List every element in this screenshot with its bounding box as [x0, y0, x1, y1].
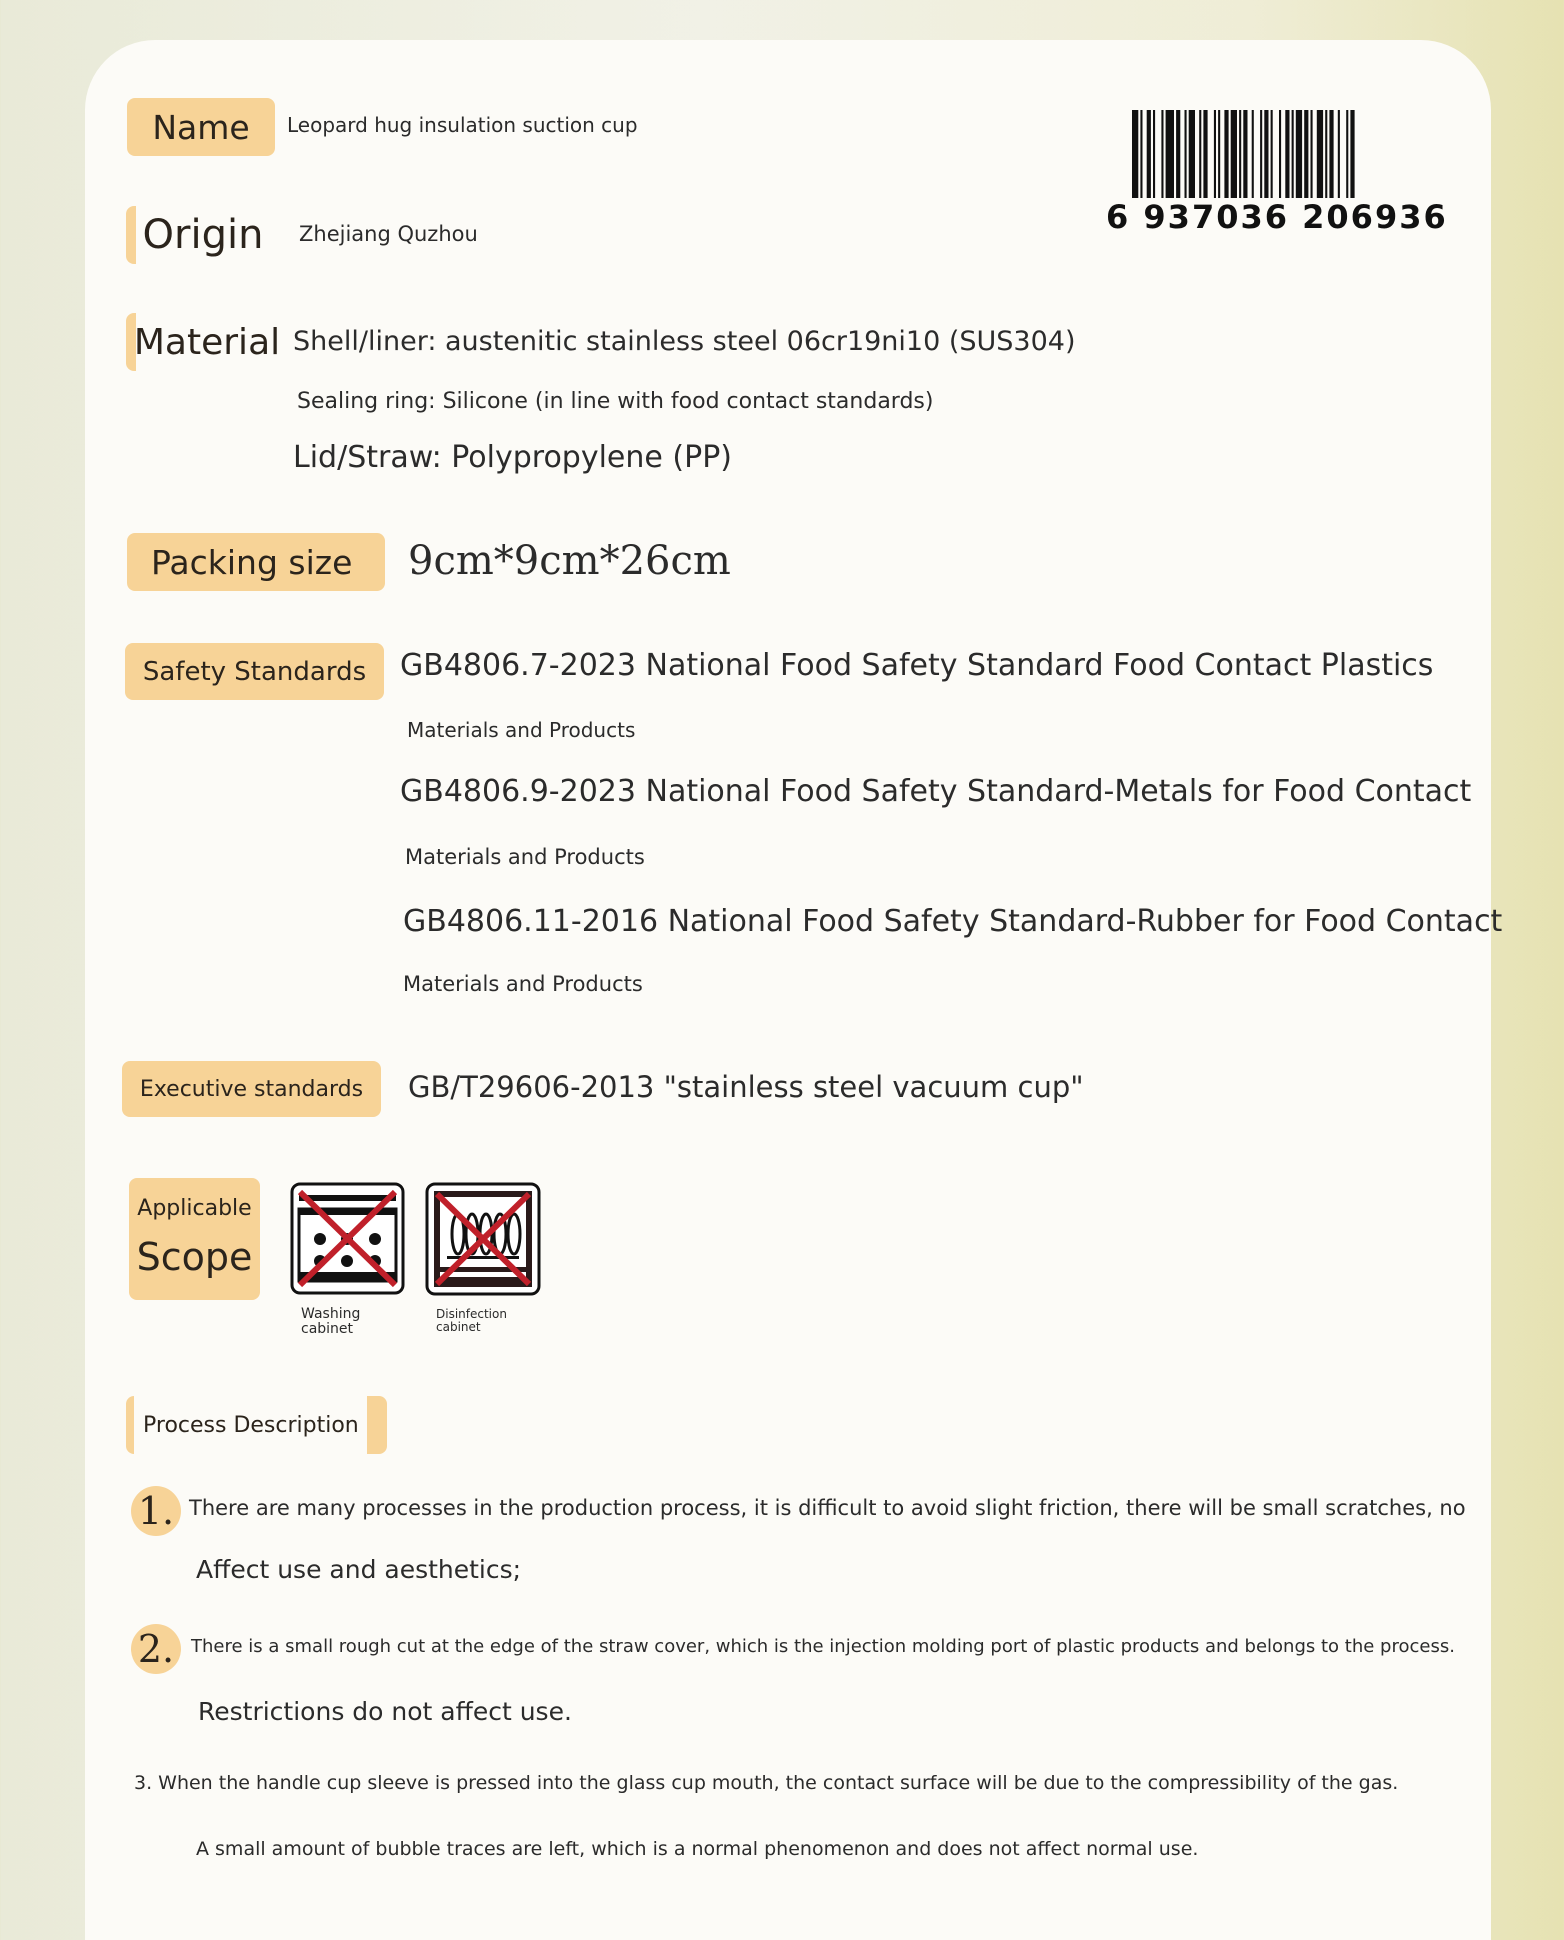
- material-line-2: Sealing ring: Silicone (in line with food contact standards): [297, 389, 934, 414]
- disinfection-cabinet-caption: [436, 1308, 507, 1334]
- process-item-1-line1: There are many processes in the production process, it is difficult to avoid slight friction, there will be small scratches, no: [189, 1496, 1466, 1520]
- origin-label: Origin: [126, 206, 274, 264]
- washing-cabinet-caption-line1: Washing: [301, 1306, 361, 1322]
- washing-cabinet-caption-line2: cabinet: [301, 1321, 354, 1337]
- packing-size-label: Packing size: [127, 533, 385, 591]
- process-item-1-line2: Affect use and aesthetics;: [196, 1555, 522, 1584]
- origin-value: Zhejiang Quzhou: [299, 222, 478, 246]
- disinfection-cabinet-caption-line2: cabinet: [436, 1320, 481, 1334]
- no-dishwasher-icon: [290, 1182, 405, 1295]
- applicable-scope-label-line2: Scope: [136, 1235, 253, 1279]
- safety-standard-1-title: GB4806.7-2023 National Food Safety Standard Food Contact Plastics: [400, 648, 1434, 683]
- name-label: Name: [127, 98, 275, 156]
- disinfection-cabinet-caption-line1: Disinfection: [436, 1307, 507, 1321]
- executive-standards-label: Executive standards: [122, 1061, 381, 1117]
- packing-size-value: 9cm*9cm*26cm: [408, 538, 731, 584]
- process-item-2-line1: There is a small rough cut at the edge of the straw cover, which is the injection molding port of plastic products and belongs to the process.: [191, 1636, 1455, 1657]
- process-description-label: Process Description: [126, 1396, 387, 1454]
- barcode-number: 6 937036 206936: [1106, 198, 1448, 236]
- applicable-scope-label-line1: Applicable: [137, 1196, 252, 1221]
- safety-standard-2-sub: Materials and Products: [405, 845, 645, 869]
- safety-standard-3-title: GB4806.11-2016 National Food Safety Standard-Rubber for Food Contact: [403, 904, 1503, 939]
- no-disinfection-cabinet-icon: [425, 1182, 541, 1296]
- material-line-3: Lid/Straw: Polypropylene (PP): [293, 440, 732, 475]
- material-label: Material: [126, 313, 278, 371]
- process-item-3-line1: 3. When the handle cup sleeve is pressed into the glass cup mouth, the contact surface will be due to the compressibility of the gas.: [134, 1772, 1399, 1794]
- material-line-1: Shell/liner: austenitic stainless steel 06cr19ni10 (SUS304): [293, 326, 1076, 357]
- applicable-scope-label: [129, 1178, 260, 1300]
- washing-cabinet-caption: [301, 1307, 360, 1337]
- process-item-1-number: 1.: [131, 1486, 181, 1536]
- safety-standard-2-title: GB4806.9-2023 National Food Safety Standard-Metals for Food Contact: [400, 774, 1472, 809]
- executive-standards-value: GB/T29606-2013 "stainless steel vacuum cup": [408, 1070, 1084, 1104]
- process-item-2-number: 2.: [131, 1624, 181, 1674]
- process-item-3-line2: A small amount of bubble traces are left, which is a normal phenomenon and does not affect normal use.: [196, 1838, 1199, 1860]
- safety-standard-3-sub: Materials and Products: [403, 972, 643, 996]
- name-value: Leopard hug insulation suction cup: [287, 113, 638, 137]
- safety-standards-label: Safety Standards: [125, 643, 384, 700]
- process-item-2-line2: Restrictions do not affect use.: [198, 1697, 572, 1726]
- safety-standard-1-sub: Materials and Products: [407, 718, 636, 742]
